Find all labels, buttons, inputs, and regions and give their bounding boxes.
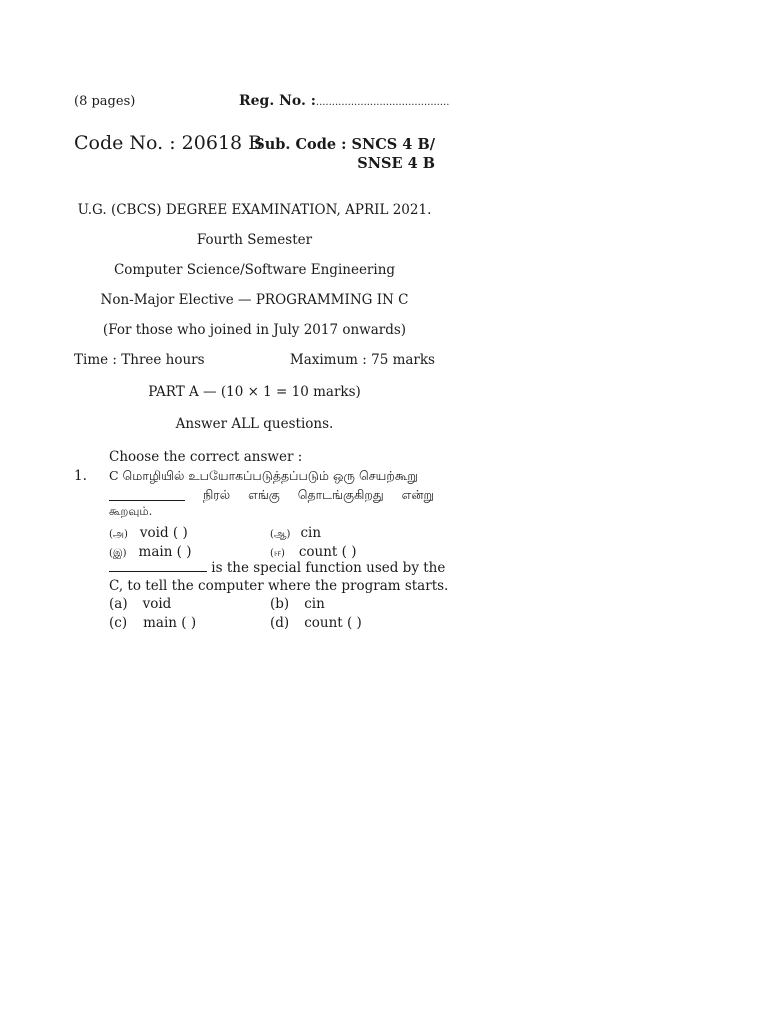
tamil-option-d bbox=[270, 541, 356, 560]
option-label: (a) bbox=[109, 596, 128, 612]
subject: Non-Major Elective — PROGRAMMING IN C bbox=[100, 292, 409, 308]
reg-no-dots: .......................................... bbox=[315, 97, 450, 108]
option-label: (d) bbox=[270, 615, 290, 631]
english-option-c bbox=[109, 615, 196, 631]
semester: Fourth Semester bbox=[196, 232, 313, 248]
tamil-option-a bbox=[109, 522, 188, 541]
tamil-word: நிரல் bbox=[202, 487, 231, 502]
reg-no bbox=[239, 93, 449, 109]
blank-line bbox=[109, 499, 185, 501]
option-text: count ( ) bbox=[298, 544, 357, 560]
option-label: (ஆ) bbox=[270, 529, 291, 540]
exam-title: U.G. (CBCS) DEGREE EXAMINATION, APRIL 2021. bbox=[77, 202, 432, 218]
option-text: void bbox=[142, 596, 172, 612]
tamil-word: தொடங்குகிறது bbox=[297, 487, 384, 502]
tamil-word: எங்கு bbox=[248, 487, 280, 502]
option-label: (இ) bbox=[109, 548, 127, 559]
blank-line bbox=[109, 570, 207, 572]
option-label: (c) bbox=[109, 615, 128, 631]
question-number: 1. bbox=[74, 468, 87, 484]
option-text: cin bbox=[304, 596, 325, 612]
choose-instruction: Choose the correct answer : bbox=[109, 449, 303, 465]
option-label: (அ) bbox=[109, 529, 128, 540]
option-text: main ( ) bbox=[143, 615, 197, 631]
reg-no-label: Reg. No. : bbox=[239, 93, 316, 109]
batch-note: (For those who joined in July 2017 onwards) bbox=[102, 322, 407, 338]
time-label: Time : Three hours bbox=[74, 352, 205, 368]
part-instruction: Answer ALL questions. bbox=[175, 416, 334, 432]
sub-code-line2: SNSE 4 B bbox=[357, 155, 435, 172]
english-option-a bbox=[109, 596, 171, 612]
sub-code-line1: Sub. Code : SNCS 4 B/ bbox=[254, 136, 435, 153]
department: Computer Science/Software Engineering bbox=[113, 262, 396, 278]
question-english-line2: C, to tell the computer where the program starts. bbox=[109, 578, 449, 594]
question-tamil-line3: கூறவும். bbox=[109, 504, 153, 518]
english-option-b bbox=[270, 596, 325, 612]
question-tamil-line1: C மொழியில் உபயோகப்படுத்தப்படும் ஒரு செயற்கூறு bbox=[109, 468, 418, 483]
question-tamil-line2 bbox=[109, 487, 434, 504]
max-marks: Maximum : 75 marks bbox=[289, 352, 435, 368]
english-option-d bbox=[270, 615, 362, 631]
question-english-text: is the special function used by the bbox=[207, 560, 446, 576]
page-count: (8 pages) bbox=[74, 94, 136, 109]
question-english-line1 bbox=[109, 560, 445, 576]
option-label: (b) bbox=[270, 596, 290, 612]
question-tamil-line2-row bbox=[109, 487, 434, 504]
option-text: count ( ) bbox=[304, 615, 362, 631]
code-no: Code No. : 20618 B bbox=[74, 132, 263, 154]
part-heading: PART A — (10 × 1 = 10 marks) bbox=[148, 384, 361, 400]
tamil-option-b bbox=[270, 522, 321, 541]
option-text: void ( ) bbox=[139, 525, 188, 541]
option-text: main ( ) bbox=[138, 544, 192, 560]
tamil-option-c bbox=[109, 541, 192, 560]
tamil-word: என்று bbox=[401, 487, 434, 502]
option-label: (ஈ) bbox=[270, 548, 285, 559]
option-text: cin bbox=[300, 525, 322, 541]
